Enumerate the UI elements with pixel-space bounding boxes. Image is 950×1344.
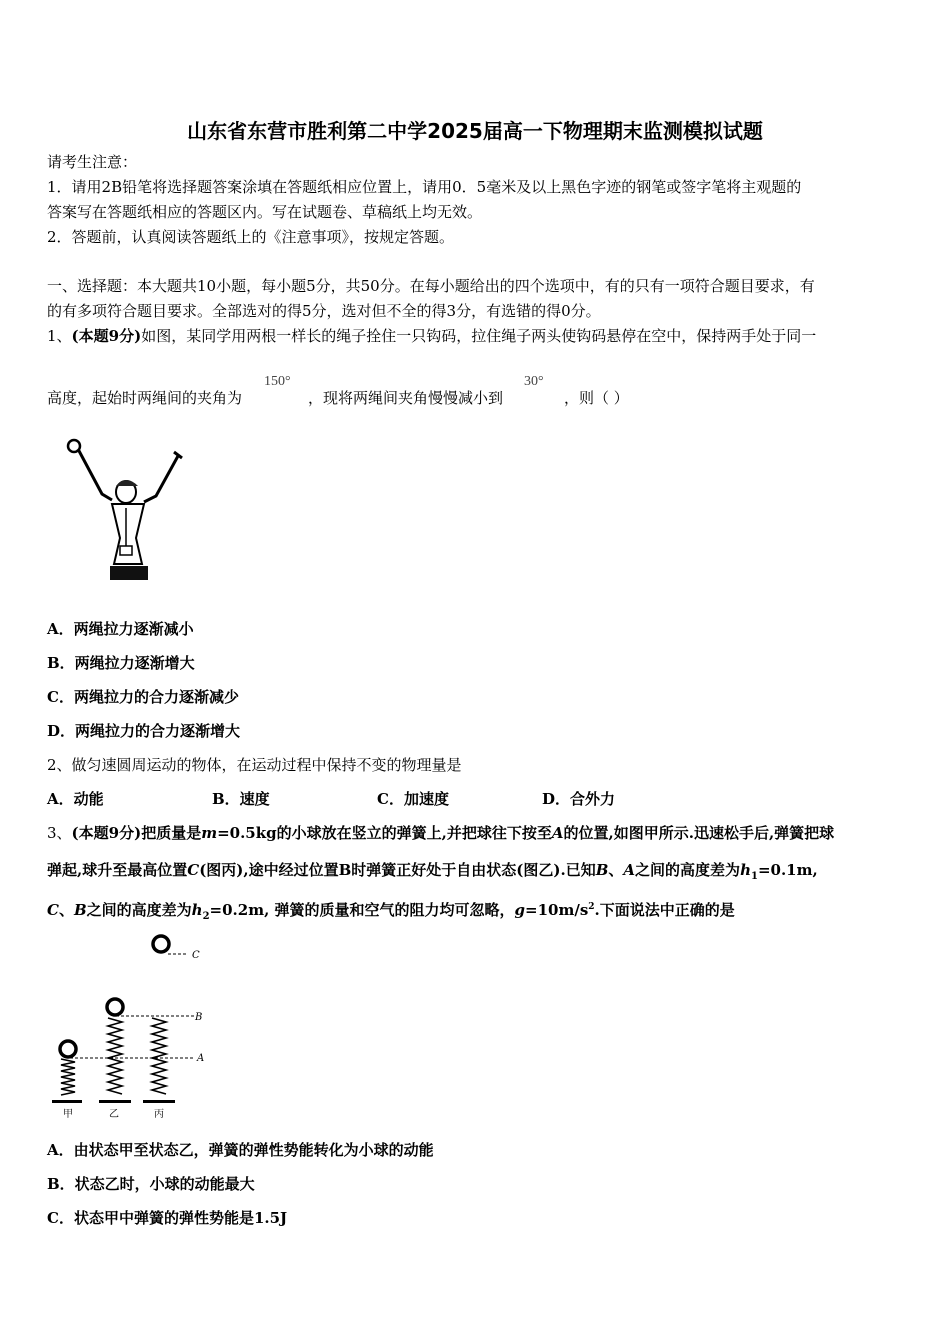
q3-l3-symbol-g: g — [514, 901, 526, 919]
q3-stem-line-2 — [47, 860, 818, 887]
q3-l3-symbol-h: h — [191, 901, 203, 919]
q2-option-b: B．速度 — [212, 790, 270, 808]
q3-l3-symbol-b: B — [73, 901, 87, 919]
q1-stem-text: 如图，某同学用两根一样长的绳子拴住一只钩码，拉住绳子两头使钩码悬停在空中，保持两手处于同一 — [141, 327, 817, 345]
q3-stem-line-1 — [47, 823, 834, 843]
q3-l3-text-e: .下面说法中正确的是 — [594, 901, 735, 919]
section-1-intro-line-2: 的有多项符合题目要求。全部选对的得5分，选对但不全的得3分，有选错的得0分。 — [47, 302, 601, 320]
q2-option-a: A．动能 — [47, 790, 104, 808]
q1-stem-line-2a: 高度，起始时两绳间的夹角为 — [47, 389, 243, 407]
q3-number: 3、 — [47, 824, 72, 842]
label-jia: 甲 — [63, 1109, 73, 1120]
q3-symbol-a: A — [551, 824, 564, 842]
q3-stem-line-3 — [47, 897, 735, 927]
q3-option-a: A．由状态甲至状态乙，弹簧的弹性势能转化为小球的动能 — [47, 1141, 434, 1159]
q1-option-d: D．两绳拉力的合力逐渐增大 — [47, 722, 241, 740]
q2-option-c: C．加速度 — [377, 790, 449, 808]
q3-l1-text-c: 的位置,如图甲所示.迅速松手后,弹簧把球 — [563, 824, 835, 842]
q3-score: (本题9分) — [71, 824, 142, 842]
q3-l2-text-e: =0.1m, — [757, 861, 818, 879]
q3-l1-text-a: 把质量是 — [141, 824, 202, 842]
label-bing: 丙 — [154, 1109, 164, 1120]
q2-options-row — [47, 789, 707, 809]
q3-symbol-m: m — [201, 824, 218, 842]
q3-l2-symbol-h: h — [740, 861, 751, 879]
section-1-intro-line-1: 一、选择题：本大题共10小题，每小题5分，共50分。在每小题给出的四个选项中，有的只有一项符合题目要求，有 — [47, 277, 815, 295]
q3-l1-text-b: =0.5kg的小球放在竖立的弹簧上,并把球往下按至 — [217, 824, 552, 842]
q3-l2-symbol-a: A — [623, 861, 636, 879]
q3-l2-subscript: 1 — [750, 871, 758, 882]
q3-l2-text-c: 、 — [608, 861, 624, 879]
q3-l3-text-d: =10m/s — [525, 901, 589, 919]
q3-l2-text-b: (图丙),途中经过位置B时弹簧正好处于自由状态(图乙).已知 — [199, 861, 596, 879]
q1-number: 1、 — [47, 327, 72, 345]
q3-l2-text-d: 之间的高度差为 — [635, 861, 741, 879]
label-a: A — [197, 1053, 205, 1064]
label-c: C — [192, 950, 200, 961]
q3-figure-springs — [48, 930, 218, 1125]
q3-l2-text-a: 弹起,球升至最高位置 — [47, 861, 188, 879]
q2-option-d: D．合外力 — [542, 790, 616, 808]
q1-stem-line-2b: ，现将两绳间夹角慢慢减小到 — [308, 389, 504, 407]
notice-item-1-line-1: 1．请用2B铅笔将选择题答案涂填在答题纸相应位置上，请用0．5毫米及以上黑色字迹的钢笔或签字笔将主观题的 — [47, 178, 802, 196]
page-title: 山东省东营市胜利第二中学2025届高一下物理期末监测模拟试题 — [187, 119, 763, 143]
q1-score: (本题9分) — [71, 327, 142, 345]
q3-option-c: C．状态甲中弹簧的弹性势能是1.5J — [47, 1209, 288, 1227]
q1-stem-line-1 — [47, 326, 816, 346]
q1-angle-30: 30° — [524, 374, 544, 389]
q3-l3-subscript: 2 — [202, 911, 210, 922]
q2-stem: 2、做匀速圆周运动的物体，在运动过程中保持不变的物理量是 — [47, 756, 462, 774]
q3-option-b: B．状态乙时，小球的动能最大 — [47, 1175, 255, 1193]
q3-l3-text-b: 之间的高度差为 — [86, 901, 192, 919]
q3-l2-symbol-c: C — [187, 861, 200, 879]
notice-item-2: 2．答题前，认真阅读答题纸上的《注意事项》，按规定答题。 — [47, 228, 455, 246]
q3-l3-text-c: =0.2m, 弹簧的质量和空气的阻力均可忽略， — [209, 901, 515, 919]
notice-heading: 请考生注意： — [47, 153, 138, 171]
notice-item-1-line-2: 答案写在答题纸相应的答题区内。写在试题卷、草稿纸上均无效。 — [47, 203, 483, 221]
q3-l3-symbol-c: C — [47, 901, 59, 919]
q3-l3-text-a: 、 — [58, 901, 74, 919]
q1-option-a: A．两绳拉力逐渐减小 — [47, 620, 194, 638]
label-yi: 乙 — [109, 1109, 119, 1120]
q1-stem-line-2c: ，则（ ） — [564, 389, 629, 407]
label-b: B — [195, 1012, 203, 1023]
q1-angle-150: 150° — [264, 374, 291, 389]
q1-option-b: B．两绳拉力逐渐增大 — [47, 654, 195, 672]
q1-option-c: C．两绳拉力的合力逐渐减少 — [47, 688, 239, 706]
q3-l2-symbol-b: B — [595, 861, 609, 879]
q1-figure-person — [62, 434, 188, 584]
q3-l3-superscript: 2 — [588, 902, 595, 912]
